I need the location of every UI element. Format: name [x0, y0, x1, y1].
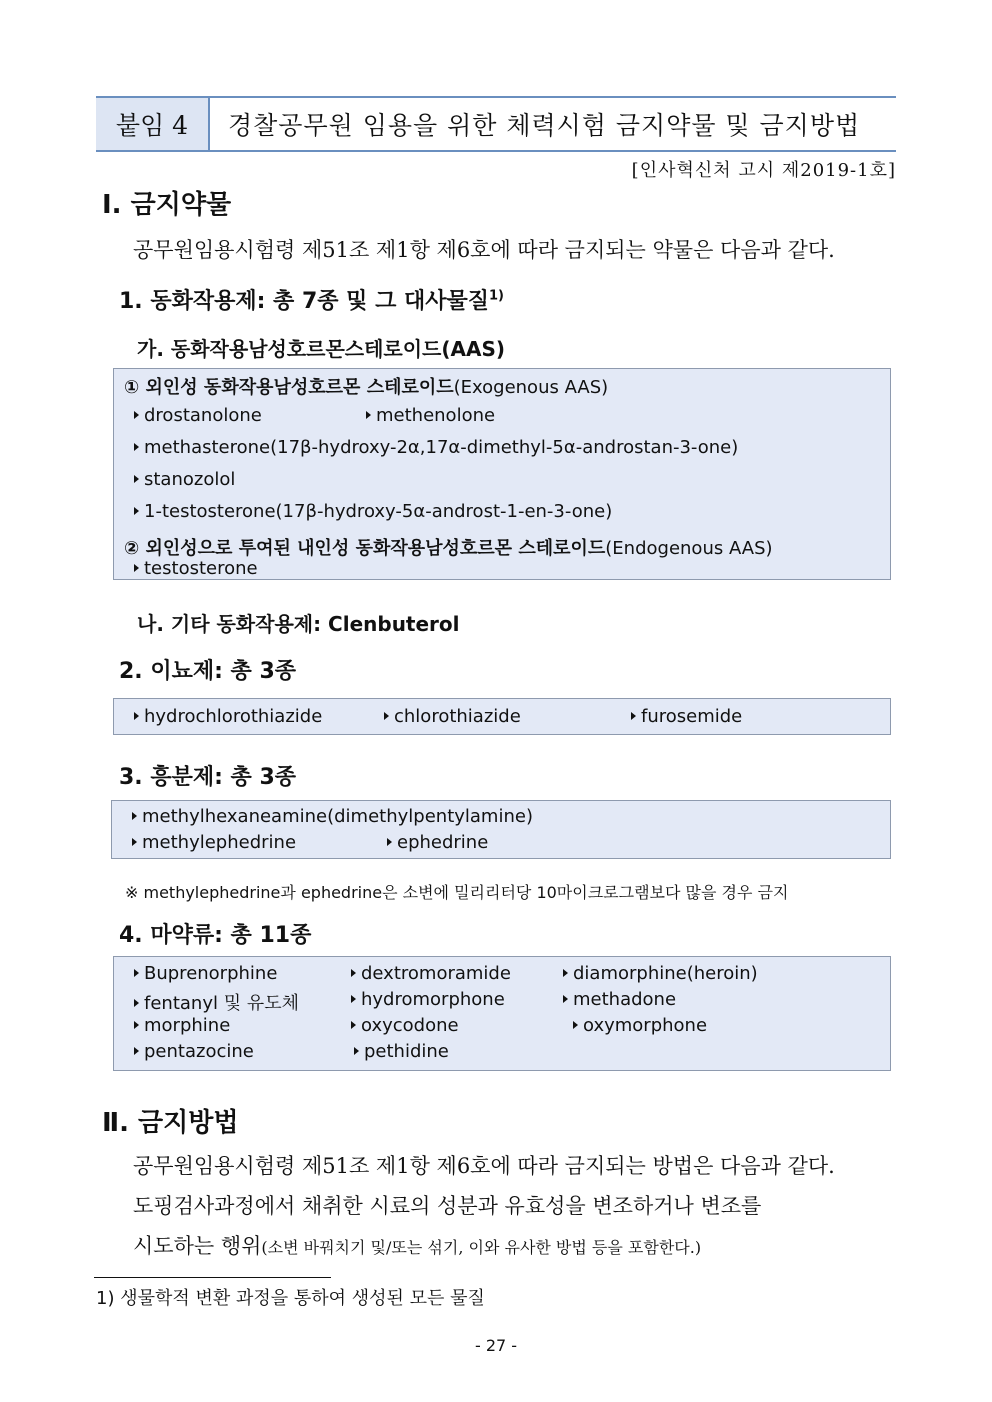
list-item: morphine: [134, 1015, 230, 1036]
endogenous-label-bold: ② 외인성으로 투여된 내인성 동화작용남성호르몬 스테로이드: [124, 538, 606, 559]
bullet-arrow-icon: [134, 712, 139, 720]
bullet-arrow-icon: [134, 475, 139, 483]
list-item: oxymorphone: [573, 1015, 707, 1036]
aas-box: [113, 368, 891, 580]
diuretics-box: [113, 698, 891, 735]
bullet-arrow-icon: [134, 411, 139, 419]
anabolic-heading: [119, 284, 504, 315]
bullet-arrow-icon: [351, 995, 356, 1003]
list-item: testosterone: [134, 558, 258, 579]
document-title: 경찰공무원 임용을 위한 체력시험 금지약물 및 금지방법: [228, 111, 861, 140]
list-item: pethidine: [354, 1041, 449, 1062]
diuretics-heading: 2. 이뇨제: 총 3종: [119, 659, 297, 684]
stimulants-heading: 3. 흥분제: 총 3종: [119, 765, 297, 790]
list-item: methadone: [563, 989, 676, 1010]
section-2-line-3-main: 시도하는 행위: [133, 1234, 262, 1258]
list-item: stanozolol: [134, 469, 235, 490]
list-item: oxycodone: [351, 1015, 459, 1036]
anabolic-heading-text: 1. 동화작용제: 총 7종 및 그 대사물질: [119, 289, 490, 314]
footnote-divider: [94, 1277, 331, 1278]
footnote: 1) 생물학적 변환 과정을 통하여 생성된 모든 물질: [96, 1288, 485, 1309]
bullet-arrow-icon: [366, 411, 371, 419]
stimulants-box: [111, 800, 891, 859]
list-item: drostanolone: [134, 405, 262, 426]
footnote-ref: 1): [489, 288, 505, 304]
bullet-arrow-icon: [134, 564, 139, 572]
list-item: pentazocine: [134, 1041, 254, 1062]
exogenous-group-label: [124, 373, 608, 399]
endogenous-label-suffix: (Endogenous AAS): [605, 538, 773, 559]
bullet-arrow-icon: [573, 1021, 578, 1029]
bullet-arrow-icon: [354, 1047, 359, 1055]
bullet-arrow-icon: [631, 712, 636, 720]
page-number: - 27 -: [474, 1336, 518, 1355]
list-item: fentanyl 및 유도체: [134, 989, 299, 1015]
list-item: dextromoramide: [351, 963, 511, 984]
bullet-arrow-icon: [132, 812, 137, 820]
exogenous-label-bold: ① 외인성 동화작용남성호르몬 스테로이드: [124, 377, 454, 398]
section-1-intro: 공무원임용시험령 제51조 제1항 제6호에 따라 금지되는 약물은 다음과 같다.: [133, 238, 835, 262]
list-item: methenolone: [366, 405, 495, 426]
bullet-arrow-icon: [351, 1021, 356, 1029]
bullet-arrow-icon: [134, 999, 139, 1007]
title-bar: [96, 96, 896, 152]
attachment-tag: 붙임 4: [96, 98, 210, 150]
narcotics-heading: 4. 마약류: 총 11종: [119, 923, 312, 948]
bullet-arrow-icon: [134, 443, 139, 451]
section-2-line-2: 도핑검사과정에서 채취한 시료의 성분과 유효성을 변조하거나 변조를: [133, 1194, 762, 1218]
notice-reference: [인사혁신처 고시 제2019-1호]: [631, 160, 896, 181]
section-2-heading: Ⅱ. 금지방법: [102, 1108, 239, 1138]
bullet-arrow-icon: [134, 1021, 139, 1029]
exogenous-label-suffix: (Exogenous AAS): [453, 377, 609, 398]
aas-heading: 가. 동화작용남성호르몬스테로이드(AAS): [137, 337, 506, 361]
section-2-line-1: 공무원임용시험령 제51조 제1항 제6호에 따라 금지되는 방법은 다음과 같다.: [133, 1154, 835, 1178]
list-item: 1-testosterone(17β-hydroxy-5α-androst-1-en-3-one): [134, 501, 612, 522]
list-item: methylephedrine: [132, 832, 296, 853]
section-2-line-3-paren: (소변 바꿔치기 및/또는 섞기, 이와 유사한 방법 등을 포함한다.): [261, 1238, 702, 1257]
bullet-arrow-icon: [134, 1047, 139, 1055]
list-item: diamorphine(heroin): [563, 963, 758, 984]
list-item: hydrochlorothiazide: [134, 706, 322, 727]
bullet-arrow-icon: [132, 838, 137, 846]
section-1-heading: Ⅰ. 금지약물: [102, 190, 232, 220]
bullet-arrow-icon: [134, 507, 139, 515]
bullet-arrow-icon: [387, 838, 392, 846]
list-item: ephedrine: [387, 832, 488, 853]
section-2-line-3: [133, 1226, 898, 1268]
other-anabolic-heading: 나. 기타 동화작용제: Clenbuterol: [137, 612, 460, 636]
bullet-arrow-icon: [563, 995, 568, 1003]
list-item: chlorothiazide: [384, 706, 521, 727]
list-item: hydromorphone: [351, 989, 505, 1010]
bullet-arrow-icon: [563, 969, 568, 977]
list-item: Buprenorphine: [134, 963, 277, 984]
list-item: furosemide: [631, 706, 742, 727]
list-item: methasterone(17β-hydroxy-2α,17α-dimethyl-5α-androstan-3-one): [134, 437, 738, 458]
bullet-arrow-icon: [134, 969, 139, 977]
list-item: methylhexaneamine(dimethylpentylamine): [132, 806, 533, 827]
bullet-arrow-icon: [384, 712, 389, 720]
narcotics-box: [113, 956, 891, 1071]
stimulants-note: ※ methylephedrine과 ephedrine은 소변에 밀리리터당 10마이크로그램보다 많을 경우 금지: [125, 883, 789, 902]
endogenous-group-label: [124, 534, 773, 560]
bullet-arrow-icon: [351, 969, 356, 977]
